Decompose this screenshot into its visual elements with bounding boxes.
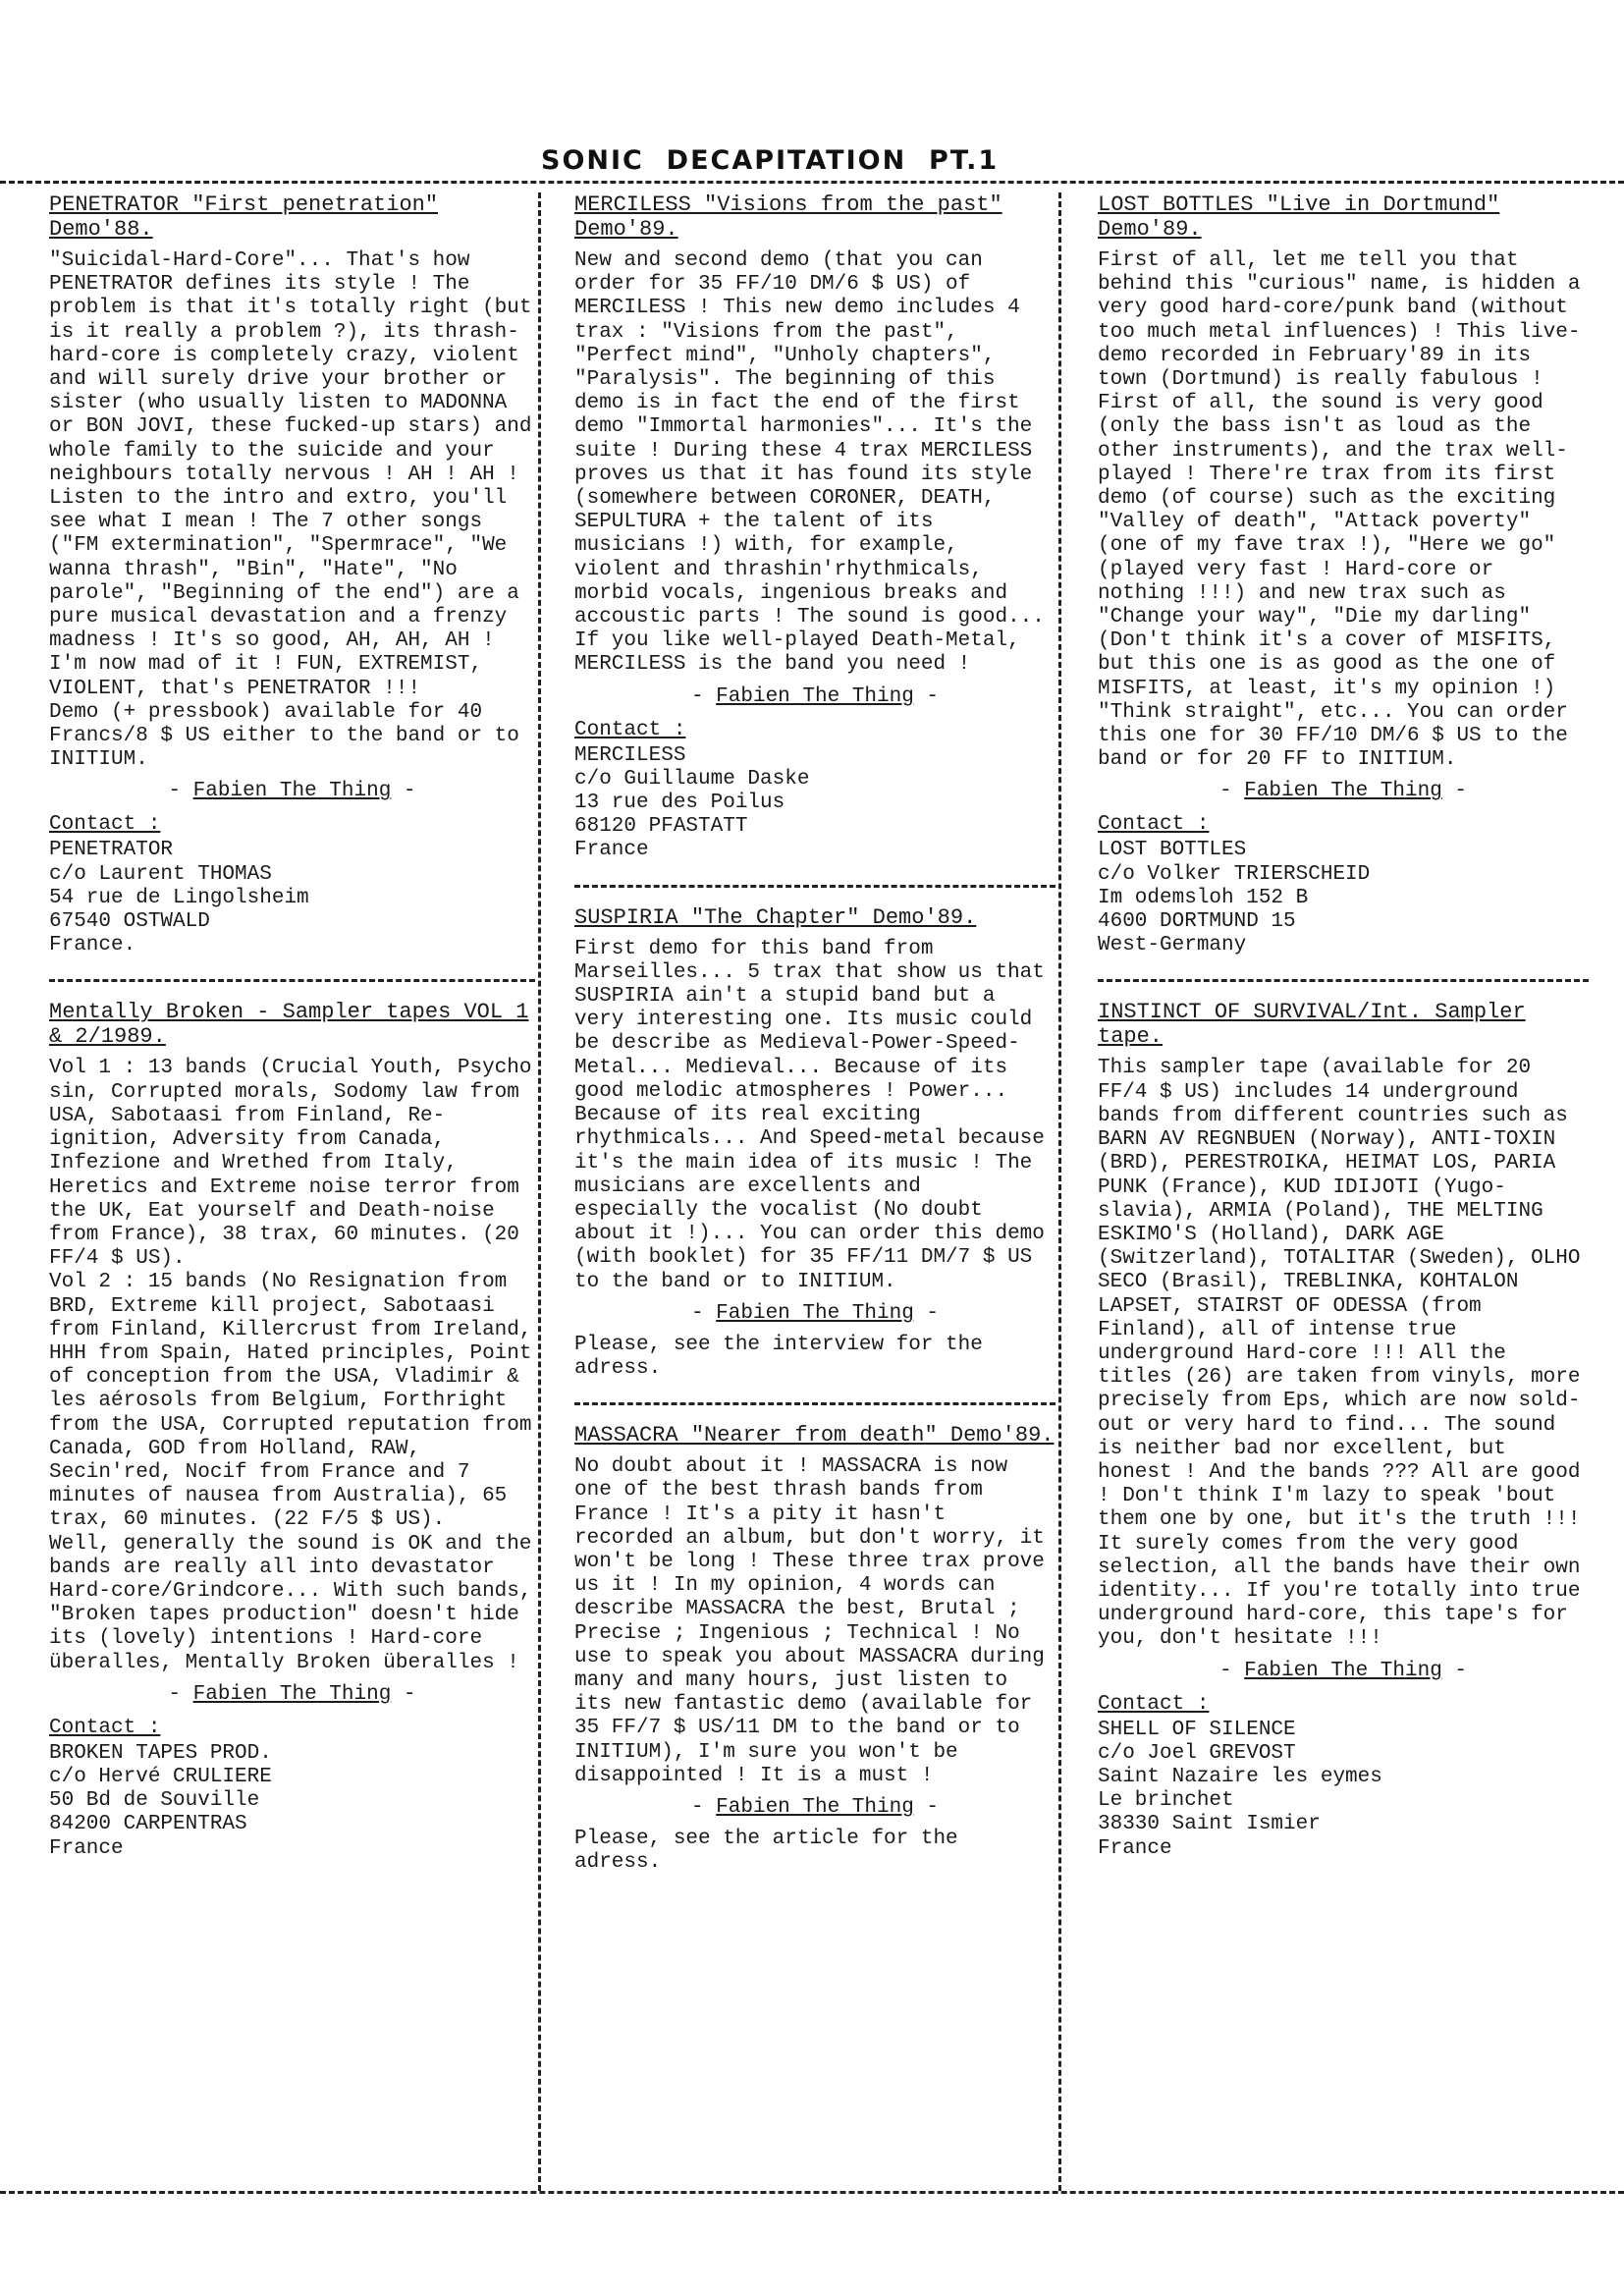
section-divider [49, 979, 535, 982]
review-title: MERCILESS "Visions from the past" Demo'89. [574, 192, 1002, 242]
contact-address: Please, see the article for the adress. [574, 1827, 958, 1875]
section-divider [574, 1402, 1056, 1405]
section-divider [1098, 979, 1589, 982]
section-divider [574, 885, 1056, 888]
column-divider [1058, 192, 1061, 2191]
review-title: Mentally Broken - Sampler tapes VOL 1 & 2/1989. [49, 1000, 529, 1050]
review-body: "Suicidal-Hard-Core"... That's how PENETRATOR defines its style ! The problem is that it's totally right (but is it really a problem ?), its thrash-hard-core is completely crazy, violent and will surely drive your brother or sister (who usually listen to MADONNA or BON JOVI, these fucked-up stars) and whole family to the suicide and your neighbours totally nervous ! AH ! AH ! Listen to the intro and extro, you'll see what I mean ! The 7 other songs ("FM extermination", "Spermrace", "We wanna thrash", "Bin", "Hate", "No parole", "Beginning of the end") are a pure musical devastation and a frenzy madness ! It's so good, AH, AH, AH ! I'm now mad of it ! FUN, EXTREMIST, VIOLENT, that's PENETRATOR !!! Demo (+ pressbook) available for 40 Francs/8 $ US either to the band or to INITIUM. [49, 249, 532, 772]
review-body: No doubt about it ! MASSACRA is now one of the best thrash bands from France ! It's a pity it hasn't recorded an album, but don't worry, it won't be long ! These three trax prove us it ! In my opinion, 4 words can describe MASSACRA the best, Brutal ; Precise ; Ingenious ; Technical ! No use to speak you about MASSACRA during many and many hours, just listen to its new fantastic demo (available for 35 FF/7 $ US/11 DM to the band or to INITIUM), I'm sure you won't be disappointed ! It is a must ! [574, 1455, 1045, 1787]
review-signature: - Fabien The Thing - [1218, 780, 1468, 803]
review-title: PENETRATOR "First penetration" Demo'88. [49, 192, 439, 242]
review-signature: - Fabien The Thing - [690, 1795, 940, 1819]
contact-address: MERCILESS c/o Guillaume Daske 13 rue des Poilus 68120 PFASTATT France [574, 743, 810, 862]
review-signature: - Fabien The Thing - [1218, 1659, 1468, 1682]
contact-address: BROKEN TAPES PROD. c/o Hervé CRULIERE 50 Bd de Souville 84200 CARPENTRAS France [49, 1741, 272, 1860]
review-body: New and second demo (that you can order for 35 FF/10 DM/6 $ US) of MERCILESS ! This new demo includes 4 trax : "Visions from the past", "Perfect mind", "Unholy chapters", "Paralysis". The beginning of this demo is in fact the end of the first demo "Immortal harmonies"... It's the suite ! During these 4 trax MERCILESS proves us that it has found its style (somewhere between CORONER, DEATH, SEPULTURA + the talent of its musicians !) with, for example, violent and thrashin'rhythmicals, morbid vocals, ingenious breaks and accoustic parts ! The sound is good... If you like well-played Death-Metal, MERCILESS is the band you need ! [574, 249, 1045, 677]
review-signature: - Fabien The Thing - [168, 780, 416, 803]
review-suspiria [574, 905, 1056, 1381]
review-title: LOST BOTTLES "Live in Dortmund" Demo'89. [1098, 192, 1500, 242]
contact-address: SHELL OF SILENCE c/o Joel GREVOST Saint Nazaire les eymes Le brinchet 38330 Saint Ismier France [1098, 1718, 1382, 1860]
review-signature: - Fabien The Thing - [690, 684, 940, 708]
review-body: Vol 1 : 13 bands (Crucial Youth, Psycho sin, Corrupted morals, Sodomy law from USA, Sabotaasi from Finland, Re-ignition, Adversity from Canada, Infezione and Wrethed from Italy, Heretics and Extreme noise terror from the UK, Eat yourself and Death-noise from France), 38 trax, 60 minutes. (20 FF/4 $ US). Vol 2 : 15 bands (No Resignation from BRD, Extreme kill project, Sabotaasi from Finland, Killercrust from Ireland, HHH from Spain, Hated principles, Point of conception from the USA, Vladimir & les aérosols from Belgium, Forthright from the USA, Corrupted reputation from Canada, GOD from Holland, RAW, Secin'red, Nocif from France and 7 minutes of nausea from Australia), 65 trax, 60 minutes. (22 F/5 $ US). Well, generally the sound is OK and the bands are really all into devastator Hard-core/Grindcore... With such bands, "Broken tapes production" doesn't hide its (lovely) intentions ! Hard-core überalles, Mentally Broken überalles ! [49, 1057, 532, 1674]
column-divider [538, 192, 541, 2191]
bottom-rule [0, 2191, 1624, 2194]
review-merciless [574, 192, 1056, 863]
review-body: First demo for this band from Marseilles... 5 trax that show us that SUSPIRIA ain't a stupid band but a very interesting one. Its music could be describe as Medieval-Power-Speed-Metal... Medieval... Because of its good melodic atmospheres ! Power... Because of its real exciting rhythmicals... And Speed-metal because it's the main idea of its music ! The musicians are excellents and especially the vocalist (No doubt about it !)... You can order this demo (with booklet) for 35 FF/11 DM/7 $ US to the band or to INITIUM. [574, 937, 1045, 1293]
column-middle [574, 192, 1056, 2186]
contact-address: PENETRATOR c/o Laurent THOMAS 54 rue de Lingolsheim 67540 OSTWALD France. [49, 839, 309, 957]
contact-label: Contact : [1098, 813, 1210, 837]
review-signature: - Fabien The Thing - [168, 1682, 416, 1706]
review-massacra [574, 1423, 1056, 1875]
contact-address: Please, see the interview for the adress. [574, 1333, 983, 1380]
column-left [49, 192, 535, 2186]
contact-label: Contact : [49, 1716, 161, 1739]
review-body: This sampler tape (available for 20 FF/4 $ US) includes 14 underground bands from different countries such as BARN AV REGNBUEN (Norway), ANTI-TOXIN (BRD), PERESTROIKA, HEIMAT LOS, PARIA PUNK (France), KUD IDIJOTI (Yugo-slavia), ARMIA (Poland), THE MELTING ESKIMO'S (Holland), DARK AGE (Switzerland), TOTALITAR (Sweden), OLHO SECO (Brasil), TREBLINKA, KOHTALON LAPSET, STAIRST OF ODESSA (from Finland), all of intense true underground Hard-core !!! All the titles (26) are taken from vinyls, more precisely from Eps, which are now sold-out or very hard to find... The sound is neither bad nor excellent, but honest ! And the bands ??? All are good ! Don't think I'm lazy to speak 'bout them one by one, but it's the truth !!! It surely comes from the very good selection, all the bands have their own identity... If you're totally into true underground hard-core, this tape's for you, don't hesitate !!! [1098, 1057, 1581, 1651]
review-lost-bottles [1098, 192, 1589, 957]
contact-label: Contact : [1098, 1692, 1210, 1716]
review-penetrator [49, 192, 535, 957]
column-right [1098, 192, 1589, 2186]
review-signature: - Fabien The Thing - [690, 1301, 940, 1325]
review-title: INSTINCT OF SURVIVAL/Int. Sampler tape. [1098, 1000, 1526, 1050]
page-header [0, 145, 1624, 187]
review-title: SUSPIRIA "The Chapter" Demo'89. [574, 904, 977, 930]
contact-label: Contact : [49, 813, 161, 837]
page-title: SONIC DECAPITATION PT.1 [535, 145, 1004, 176]
review-body: First of all, let me tell you that behind this "curious" name, is hidden a very good hard-core/punk band (without too much metal influences) ! This live-demo recorded in February'89 in its town (Dortmund) is really fabulous ! First of all, the sound is very good (only the bass isn't as loud as the other instruments), and the trax well-played ! There're trax from its first demo (of course) such as the exciting "Valley of death", "Attack poverty" (one of my fave trax !), "Here we go" (played very fast ! Hard-core or nothing !!!) and new trax such as "Change your way", "Die my darling" (Don't think it's a cover of MISFITS, but this one is as good as the one of MISFITS, at least, it's my opinion !) "Think straight", etc... You can order this one for 30 FF/10 DM/6 $ US to the band or for 20 FF to INITIUM. [1098, 249, 1581, 772]
review-instinct-of-survival [1098, 1000, 1589, 1860]
contact-label: Contact : [574, 718, 686, 741]
header-rule [0, 181, 1624, 184]
review-title: MASSACRA "Nearer from death" Demo'89. [574, 1423, 1055, 1449]
review-mentally-broken [49, 1000, 535, 1860]
contact-address: LOST BOTTLES c/o Volker TRIERSCHEID Im odemsloh 152 B 4600 DORTMUND 15 West-Germany [1098, 839, 1371, 957]
